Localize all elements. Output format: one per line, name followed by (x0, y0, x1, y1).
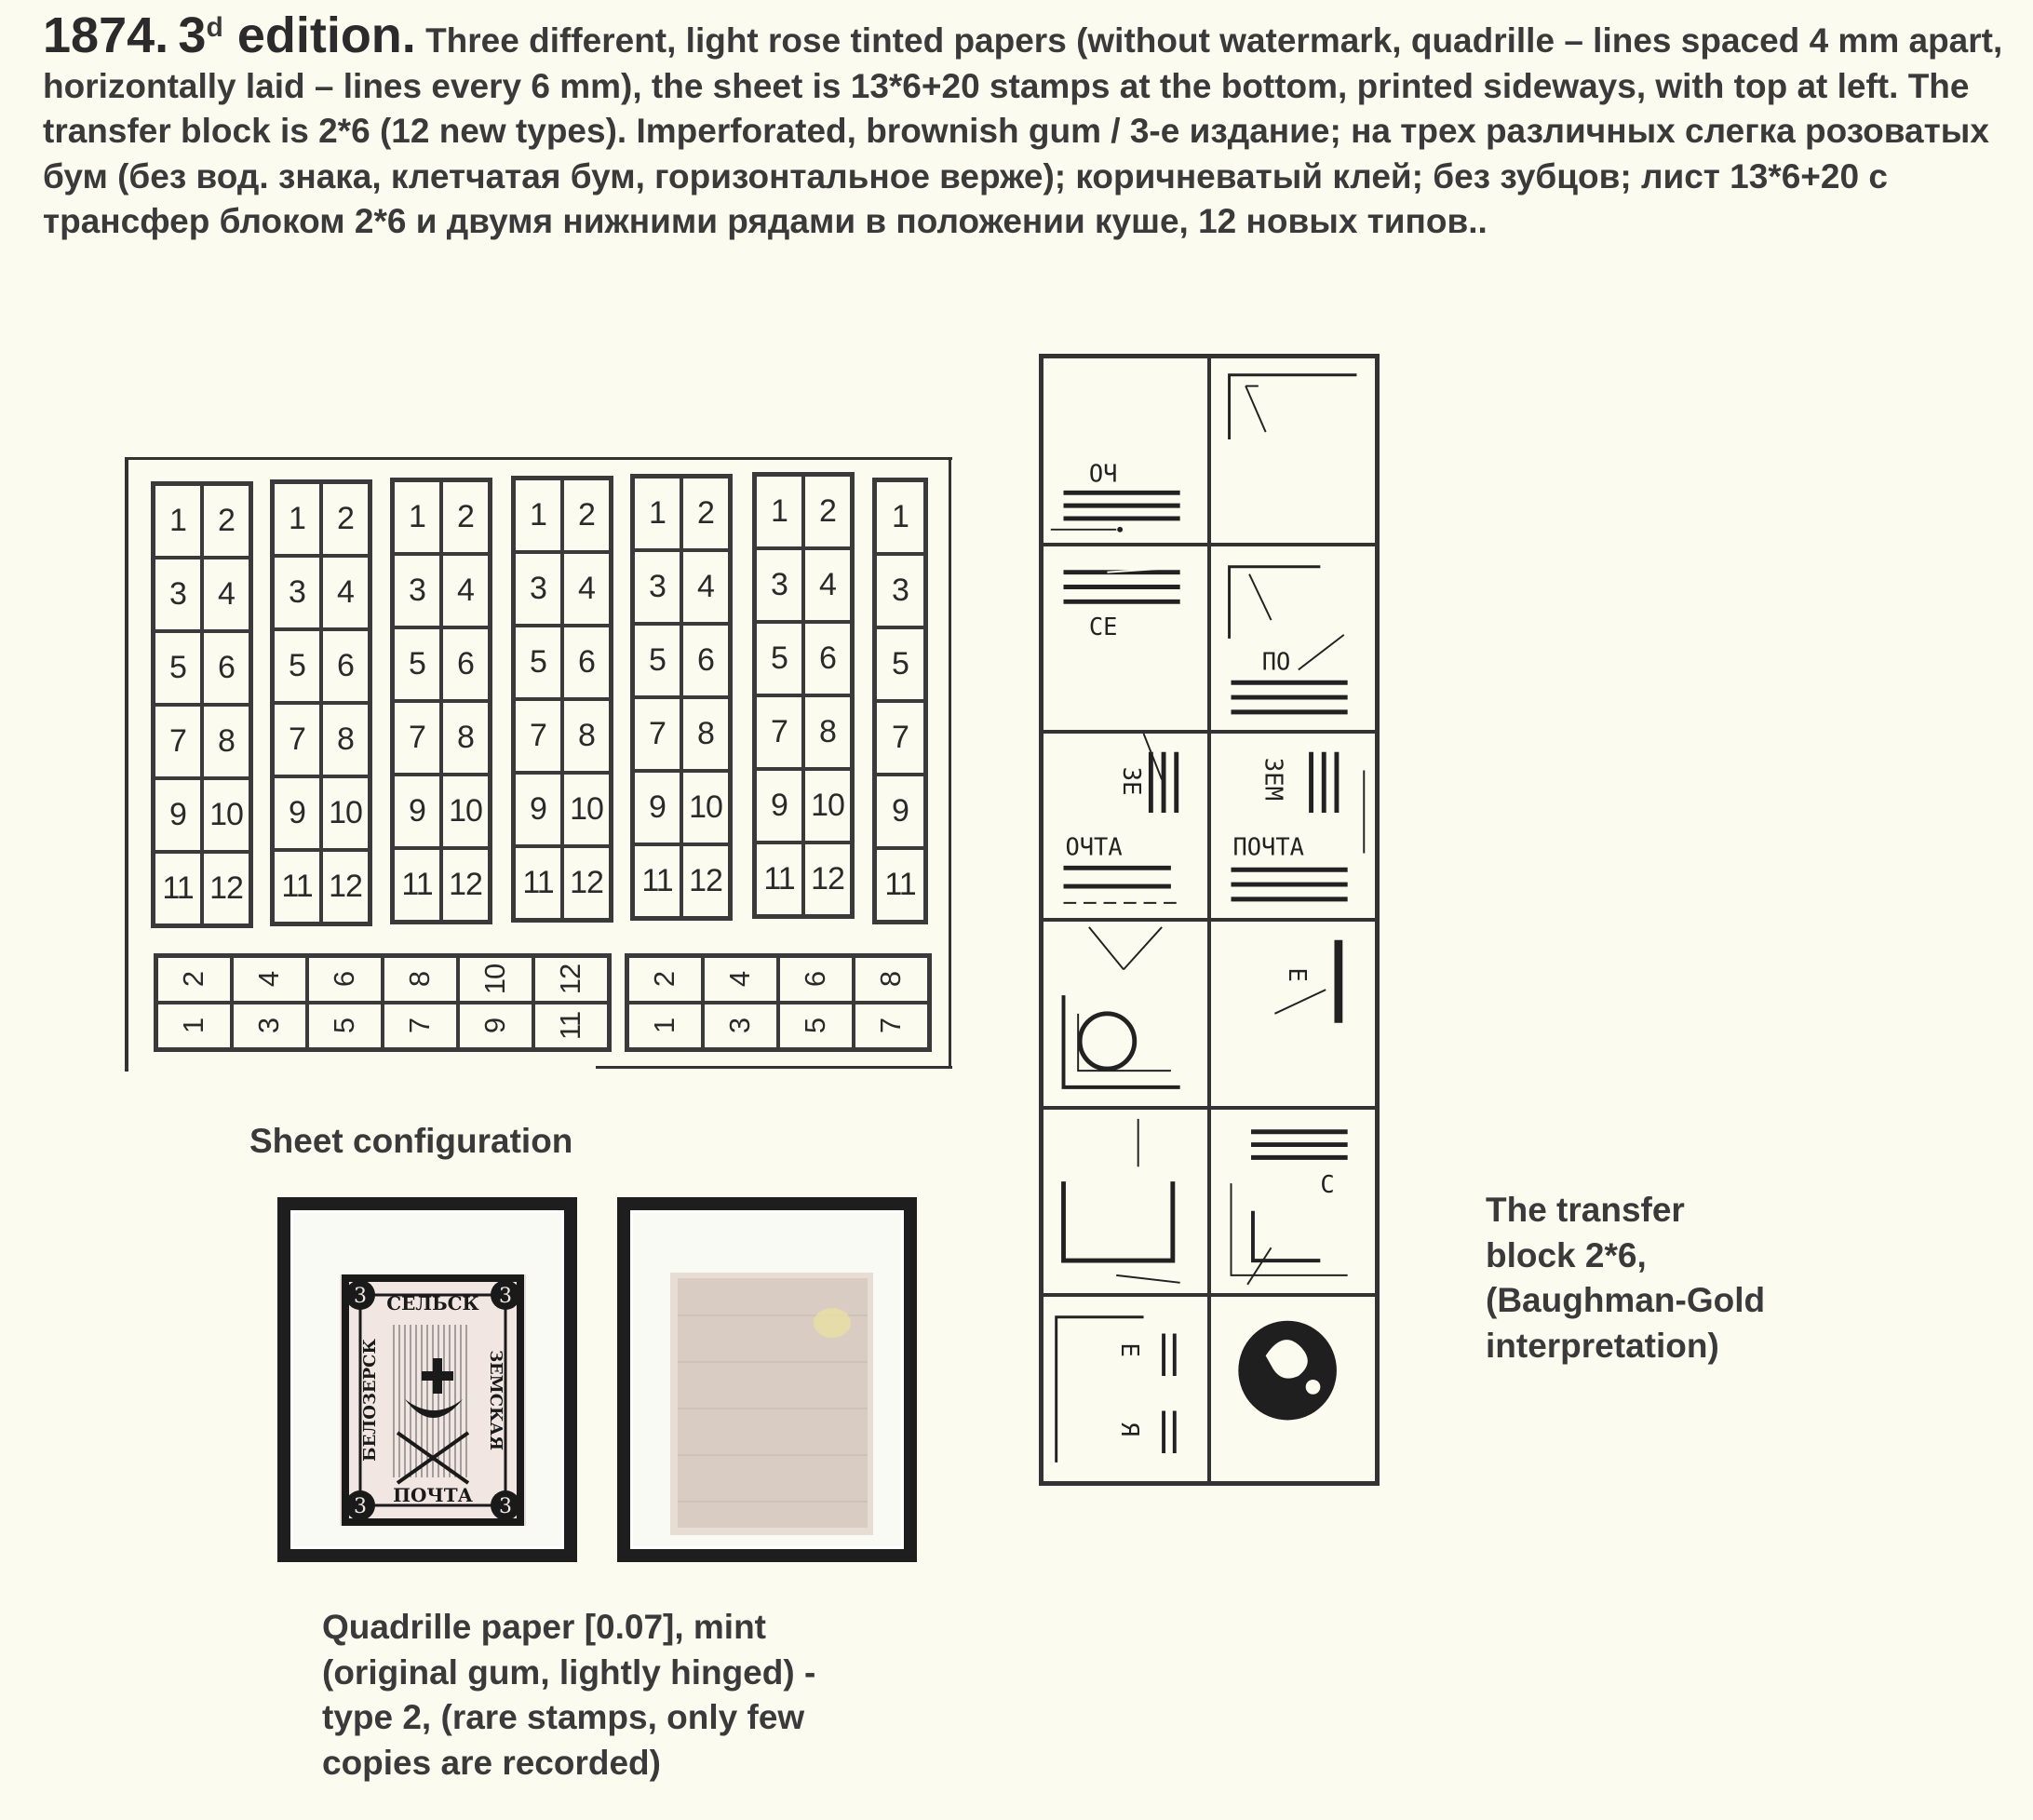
sheet-cell: 3 (875, 554, 925, 627)
sheet-cell: 5 (154, 631, 202, 705)
sheet-cell: 8 (681, 697, 730, 771)
heading-edition-superscript: d (206, 11, 223, 43)
sheet-bottom-cell-number: 12 (554, 964, 587, 995)
sheet-bottom-cell-number: 8 (403, 971, 437, 988)
heading-body: Three different, light rose tinted papers (without watermark, quadrille – lines spaced 4 mm apart, horizontally laid – lines every 6 mm), the sheet is 13*6+20 stamps at the bottom, printed sideways, with top at left. The transfer block is 2*6 (12 new types). Imperforated, brownish gum / 3-е издание; на трех различных слегка розоватых бум (без вод. знака, клетчатая бум, горизонтальное верже); коричневатый клей; без зубцов; лист 13*6+20 с трансфер блоком 2*6 и двумя нижними рядами в положении куше, 12 новых типов.. (43, 21, 2003, 240)
transfer-cell-6 (1209, 732, 1377, 920)
stamp-caption-line: (original gum, lightly hinged) - (322, 1652, 816, 1692)
sheet-column-pair (151, 481, 253, 928)
transfer-cell-4 (1209, 545, 1377, 733)
sheet-cell: 5 (633, 624, 681, 697)
sheet-bottom-cell-number: 1 (177, 1018, 210, 1034)
sheet-column-pair (752, 472, 855, 919)
sheet-bottom-cell-number: 2 (177, 971, 210, 988)
sheet-cell: 11 (633, 844, 681, 918)
sheet-cell: 3 (393, 554, 441, 627)
transfer-block-caption (1486, 1188, 1765, 1368)
sheet-column-pair (270, 479, 372, 926)
sheet-bottom-cell-number: 4 (252, 971, 286, 988)
heading-edition-number: 3 (178, 7, 207, 63)
transfer-cell-2 (1209, 357, 1377, 545)
sheet-cell: 7 (755, 695, 803, 769)
sheet-bottom-cell (232, 956, 307, 1003)
sheet-bottom-cell (533, 956, 609, 1003)
sheet-frame-bottom (596, 1066, 952, 1069)
sheet-bottom-cell (307, 1003, 383, 1049)
sheet-cell: 10 (441, 775, 490, 848)
sheet-bottom-cell (156, 1003, 232, 1049)
svg-text:ПОЧТА: ПОЧТА (1232, 833, 1304, 862)
sheet-bottom-cell-number: 5 (799, 1018, 832, 1034)
sheet-bottom-cell-number: 7 (874, 1018, 908, 1034)
sheet-bottom-cell (307, 956, 383, 1003)
sheet-bottom-cell-number: 11 (554, 1011, 587, 1041)
transfer-cell-9 (1042, 1108, 1209, 1296)
sheet-cell: 12 (202, 852, 250, 925)
sheet-cell: 9 (875, 775, 925, 848)
sheet-column-pair (511, 476, 613, 923)
sheet-cell: 4 (803, 548, 852, 622)
sheet-cell: 9 (633, 771, 681, 844)
sheet-cell: 6 (321, 629, 370, 703)
sheet-cell: 10 (202, 778, 250, 852)
transfer-caption-line: The transfer (1486, 1191, 1685, 1229)
sheet-bottom-cell-number: 10 (478, 964, 512, 995)
stamp-front-image (293, 1213, 559, 1544)
sheet-bottom-cell (854, 956, 929, 1003)
sheet-cell: 6 (441, 627, 490, 701)
sheet-bottom-cell (156, 956, 232, 1003)
transfer-block-diagram (1039, 354, 1380, 1486)
transfer-cell-8 (1209, 920, 1377, 1108)
sheet-bottom-cell-number: 6 (328, 971, 361, 988)
heading-year: 1874. (43, 7, 169, 63)
sheet-cell: 2 (562, 479, 611, 552)
sheet-cell: 8 (321, 703, 370, 776)
svg-text:С: С (1320, 1170, 1335, 1199)
svg-text:3: 3 (354, 1495, 367, 1518)
sheet-cell: 3 (514, 552, 562, 626)
svg-text:СЕ: СЕ (1088, 613, 1118, 641)
transfer-cell-5 (1042, 732, 1209, 920)
sheet-cell: 1 (393, 480, 441, 554)
svg-text:Я: Я (1115, 1422, 1143, 1437)
sheet-cell: 3 (755, 548, 803, 622)
transfer-caption-line: block 2*6, (1486, 1235, 1647, 1274)
sheet-bottom-cell (778, 956, 854, 1003)
sheet-cell: 7 (393, 701, 441, 775)
sheet-cell: 9 (514, 773, 562, 846)
sheet-cell: 7 (273, 703, 321, 776)
sheet-cell: 10 (681, 771, 730, 844)
sheet-bottom-block (154, 953, 612, 1052)
stamp-caption-line: type 2, (rare stamps, only few (322, 1698, 805, 1736)
sheet-bottom-cell-number: 9 (478, 1018, 512, 1034)
sheet-bottom-cell (854, 1003, 929, 1049)
transfer-cell-3 (1042, 545, 1209, 733)
page-heading (43, 7, 2007, 245)
transfer-cell-11 (1042, 1295, 1209, 1483)
sheet-cell: 4 (562, 552, 611, 626)
sheet-cell: 11 (875, 848, 925, 922)
sheet-cell: 12 (321, 850, 370, 923)
sheet-bottom-cell (533, 1003, 609, 1049)
svg-text:3: 3 (499, 1285, 512, 1308)
sheet-cell: 10 (562, 773, 611, 846)
sheet-cell: 8 (803, 695, 852, 769)
sheet-frame-top (125, 457, 952, 460)
svg-text:ПОЧТА: ПОЧТА (393, 1484, 473, 1506)
svg-text:СЕЛЬСК: СЕЛЬСК (386, 1292, 479, 1314)
sheet-cell: 6 (202, 631, 250, 705)
svg-text:ЗЕМ: ЗЕМ (1259, 758, 1287, 802)
svg-text:ЗЕМСКАЯ: ЗЕМСКАЯ (486, 1350, 505, 1450)
sheet-bottom-cell-number: 2 (648, 971, 681, 988)
sheet-cell: 6 (681, 624, 730, 697)
sheet-cell: 3 (633, 550, 681, 624)
sheet-cell: 11 (393, 848, 441, 922)
sheet-cell: 1 (633, 477, 681, 550)
sheet-bottom-cell (778, 1003, 854, 1049)
svg-text:ОЧТА: ОЧТА (1065, 833, 1123, 862)
sheet-cell: 1 (875, 480, 925, 554)
sheet-cell: 12 (681, 844, 730, 918)
svg-text:ЗЕ: ЗЕ (1117, 766, 1145, 796)
stamp-caption (322, 1605, 815, 1786)
sheet-bottom-cell (627, 1003, 703, 1049)
sheet-cell: 2 (202, 484, 250, 558)
sheet-cell: 12 (441, 848, 490, 922)
sheet-bottom-cell (383, 1003, 458, 1049)
stamp-caption-line: Quadrille paper [0.07], mint (322, 1608, 767, 1646)
sheet-cell: 1 (154, 484, 202, 558)
sheet-bottom-cell-number: 3 (252, 1018, 286, 1034)
sheet-bottom-cell-number: 5 (328, 1018, 361, 1034)
sheet-bottom-cell (383, 956, 458, 1003)
sheet-cell: 1 (755, 475, 803, 548)
sheet-cell: 8 (562, 699, 611, 773)
sheet-bottom-cell (458, 1003, 533, 1049)
sheet-cell: 9 (273, 776, 321, 850)
sheet-cell: 5 (514, 626, 562, 699)
sheet-bottom-cell (232, 1003, 307, 1049)
sheet-column-pair (390, 478, 492, 924)
sheet-cell: 11 (514, 846, 562, 920)
sheet-bottom-cell (703, 1003, 778, 1049)
sheet-column-pair (630, 474, 733, 921)
sheet-bottom-cell (627, 956, 703, 1003)
sheet-cell: 7 (154, 705, 202, 778)
svg-text:БЕЛОЗЕРСК: БЕЛОЗЕРСК (360, 1339, 380, 1462)
sheet-bottom-cell (703, 956, 778, 1003)
sheet-cell: 7 (875, 701, 925, 775)
sheet-cell: 3 (273, 556, 321, 629)
transfer-cell-10 (1209, 1108, 1377, 1296)
sheet-cell: 2 (441, 480, 490, 554)
sheet-cell: 12 (803, 843, 852, 916)
sheet-cell: 2 (681, 477, 730, 550)
svg-text:3: 3 (354, 1285, 367, 1308)
sheet-cell: 8 (202, 705, 250, 778)
transfer-caption-line: (Baughman-Gold (1486, 1281, 1766, 1319)
svg-text:3: 3 (499, 1495, 512, 1518)
sheet-cell: 5 (755, 622, 803, 695)
stamp-back-image (633, 1213, 899, 1544)
sheet-cell: 2 (803, 475, 852, 548)
transfer-cell-12 (1209, 1295, 1377, 1483)
sheet-cell: 9 (154, 778, 202, 852)
sheet-cell: 5 (875, 627, 925, 701)
sheet-cell: 9 (393, 775, 441, 848)
sheet-cell: 4 (681, 550, 730, 624)
sheet-column-single (872, 478, 928, 924)
sheet-cell: 11 (154, 852, 202, 925)
sheet-cell: 5 (273, 629, 321, 703)
sheet-cell: 4 (202, 558, 250, 631)
sheet-cell: 8 (441, 701, 490, 775)
transfer-cell-1 (1042, 357, 1209, 545)
sheet-cell: 10 (803, 769, 852, 843)
sheet-bottom-cell (458, 956, 533, 1003)
sheet-cell: 6 (803, 622, 852, 695)
sheet-cell: 7 (633, 697, 681, 771)
transfer-caption-line: interpretation) (1486, 1326, 1719, 1365)
sheet-bottom-cell-number: 4 (723, 971, 757, 988)
sheet-frame-left (125, 457, 128, 1072)
sheet-cell: 3 (154, 558, 202, 631)
heading-edition-word: edition. (236, 7, 416, 63)
sheet-cell: 1 (273, 482, 321, 556)
sheet-cell: 1 (514, 479, 562, 552)
stamp-back-frame (617, 1197, 917, 1562)
sheet-cell: 4 (441, 554, 490, 627)
svg-text:Е: Е (1115, 1342, 1143, 1358)
sheet-bottom-block (625, 953, 932, 1052)
sheet-cell: 12 (562, 846, 611, 920)
sheet-bottom-cell-number: 3 (723, 1018, 757, 1034)
sheet-cell: 9 (755, 769, 803, 843)
sheet-cell: 11 (273, 850, 321, 923)
sheet-bottom-cell-number: 7 (403, 1018, 437, 1034)
sheet-bottom-cell-number: 6 (799, 971, 832, 988)
stamp-front-frame (277, 1197, 577, 1562)
transfer-cell-7 (1042, 920, 1209, 1108)
sheet-frame-right (949, 457, 951, 1069)
sheet-configuration-caption: Sheet configuration (249, 1122, 573, 1160)
svg-text:ПО: ПО (1261, 647, 1291, 677)
sheet-cell: 2 (321, 482, 370, 556)
sheet-cell: 5 (393, 627, 441, 701)
sheet-cell: 7 (514, 699, 562, 773)
sheet-cell: 10 (321, 776, 370, 850)
sheet-bottom-cell-number: 8 (874, 971, 908, 988)
svg-text:ОЧ: ОЧ (1088, 460, 1118, 489)
sheet-cell: 6 (562, 626, 611, 699)
sheet-bottom-cell-number: 1 (648, 1018, 681, 1034)
sheet-cell: 11 (755, 843, 803, 916)
stamp-caption-line: copies are recorded) (322, 1743, 661, 1782)
svg-text:Е: Е (1283, 967, 1311, 982)
sheet-cell: 4 (321, 556, 370, 629)
